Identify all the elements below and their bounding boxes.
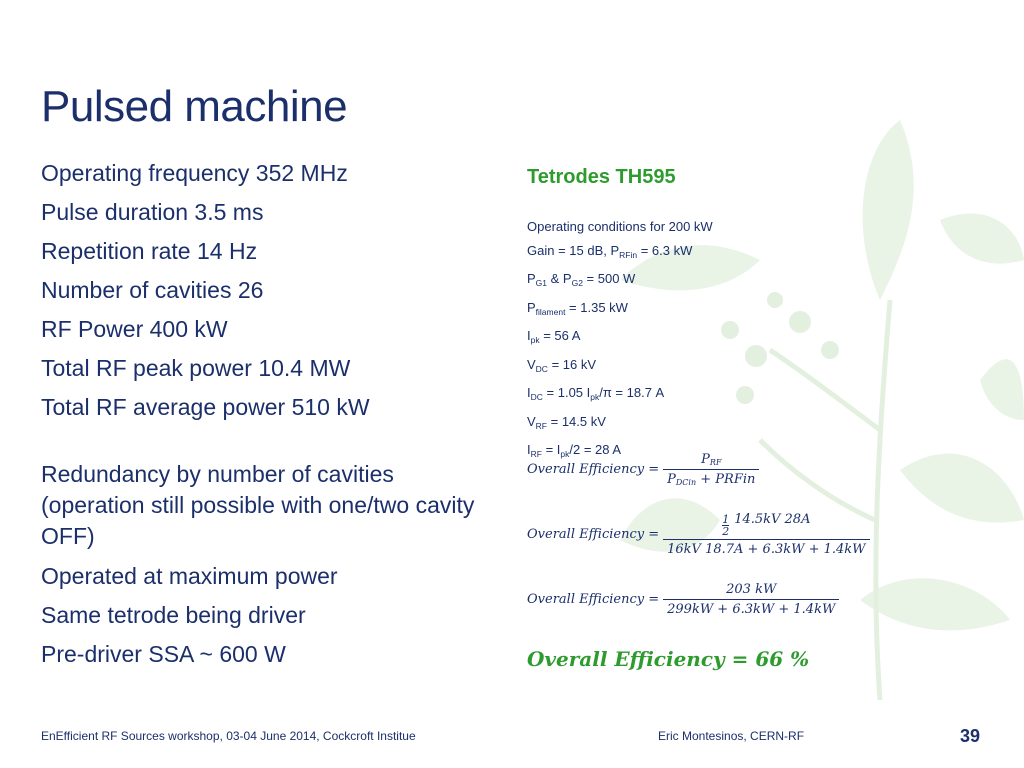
tetrode-panel (527, 166, 947, 467)
cond-irf: $I_{RF} = I_{pk}/2 = 28$ A (527, 442, 622, 459)
tetrode-heading: Tetrodes TH595 (527, 166, 676, 188)
cond-gain: Gain = 15 dB, $P_{RFin} = 6.3$ kW (527, 242, 693, 260)
spec-item-cavities: Number of cavities 26 (41, 277, 264, 303)
efficiency-formula-1: Overall Efficiency = $\frac{P_{RF}}{P_{DCin} + PRFin}$ (527, 452, 759, 487)
efficiency-formula-3: Overall Efficiency = $\frac{203 kW}{299kW + 6.3kW + 1.4kW}$ (527, 582, 839, 617)
spec-list (41, 158, 481, 678)
cond-filament: $P_{filament} = 1.35$ kW (527, 299, 628, 317)
spec-item-rf-power: RF Power 400 kW (41, 316, 228, 342)
spec-item-repetition-rate: Repetition rate 14 Hz (41, 238, 258, 264)
footer-event: EnEfficient RF Sources workshop, 03-04 June 2014, Cockcroft Institue (41, 729, 416, 743)
note-item-driver: Same tetrode being driver (41, 602, 306, 628)
slide-title: Pulsed machine (41, 82, 348, 131)
cond-grid-power: $P_{G1}$ & $P_{G2} = 500$ W (527, 271, 636, 288)
cond-vrf: $V_{RF} = 14.5$ kV (527, 413, 606, 431)
conditions-title: Operating conditions for 200 kW (527, 219, 713, 234)
spec-item-peak-power: Total RF peak power 10.4 MW (41, 355, 351, 381)
cond-idc: $I_{DC} = 1.05$ $I_{pk}/\pi = 18.7$ A (527, 385, 665, 402)
spec-item-average-power: Total RF average power 510 kW (41, 394, 370, 420)
cond-vdc: $V_{DC} = 16$ kV (527, 356, 597, 374)
spec-item-frequency: Operating frequency 352 MHz (41, 160, 348, 186)
cond-ipk: $I_{pk} = 56$ A (527, 328, 581, 345)
efficiency-result: Overall Efficiency = 66 % (527, 647, 810, 671)
footer-author: Eric Montesinos, CERN-RF (658, 729, 805, 743)
page-number: 39 (960, 726, 981, 746)
note-item-redundancy: Redundancy by number of cavities (operation still possible with one/two cavity OFF) (41, 461, 475, 549)
note-item-predriver: Pre-driver SSA ~ 600 W (41, 641, 286, 667)
efficiency-formula-2: Overall Efficiency = $\frac{1}{2}$ 14.5kV 28A 16kV 18.7A + 6.3kW + 1.4kW (527, 512, 870, 557)
note-item-max-power: Operated at maximum power (41, 563, 338, 589)
spec-item-pulse-duration: Pulse duration 3.5 ms (41, 199, 264, 225)
